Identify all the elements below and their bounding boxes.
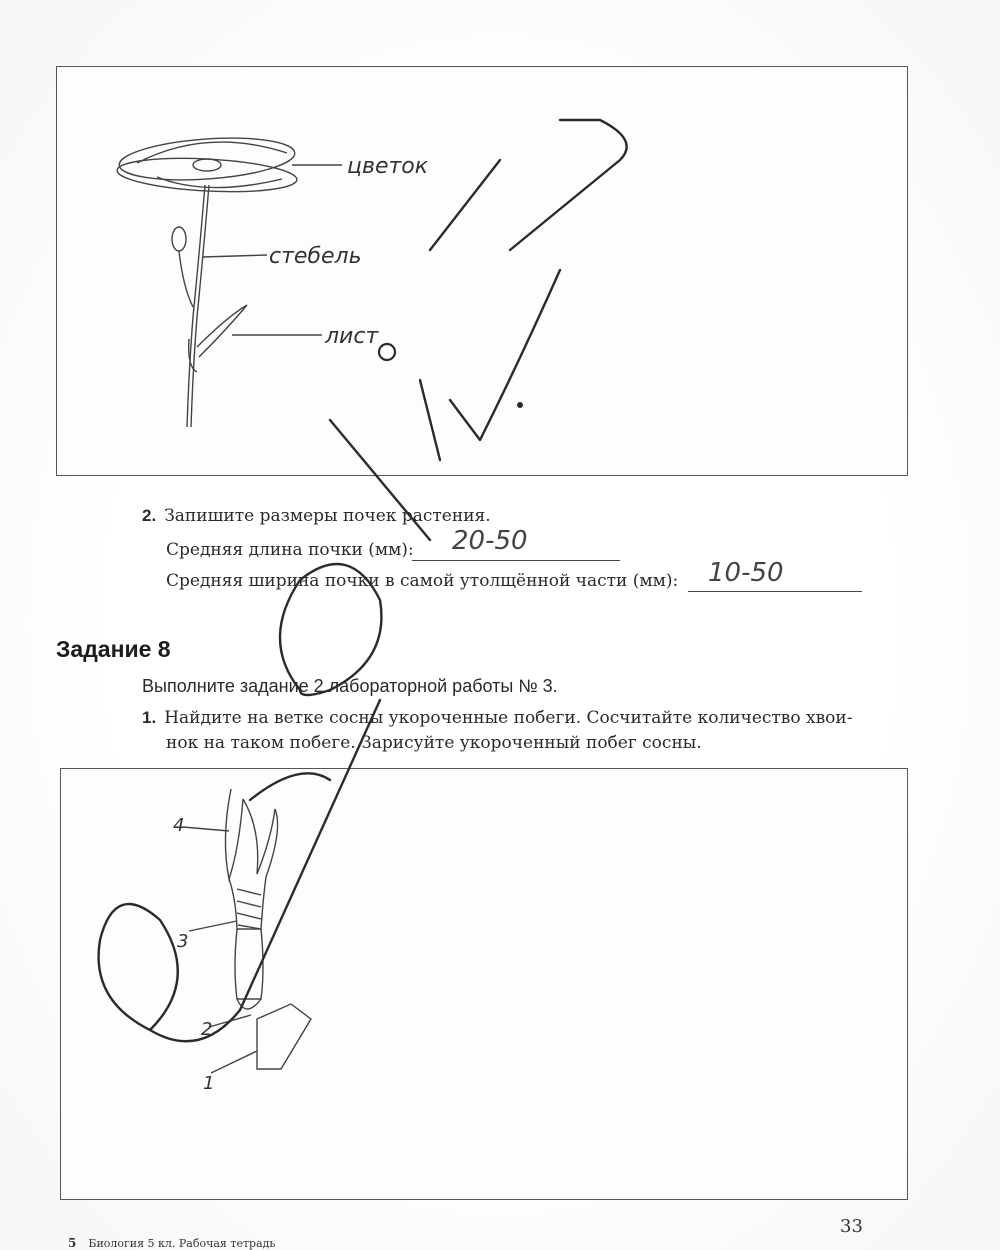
flower-drawing-frame xyxy=(56,66,908,476)
item1-line1: 1. Найдите на ветке сосны укороченные побеги. Сосчитайте количество хвои- xyxy=(142,708,853,728)
label-2: 2 xyxy=(201,1019,213,1040)
label-4: 4 xyxy=(173,815,185,836)
label-flower: цветок xyxy=(347,154,429,179)
item1-line2: нок на таком побеге. Зарисуйте укороченный побег сосны. xyxy=(166,733,702,753)
pine-shoot-drawing-frame xyxy=(60,768,908,1200)
bud-length-line xyxy=(412,560,620,561)
item1-number: 1. xyxy=(142,708,157,727)
page-number: 33 xyxy=(840,1216,863,1237)
bud-length-value: 20-50 xyxy=(452,526,528,556)
label-1: 1 xyxy=(203,1073,215,1094)
bud-width-label: Средняя ширина почки в самой утолщённой части (мм): xyxy=(166,571,679,591)
label-3: 3 xyxy=(177,931,189,952)
footer-book-title: Биология 5 кл. Рабочая тетрадь xyxy=(88,1237,276,1250)
label-leaf: лист xyxy=(325,324,379,349)
footer-left-number: 5 xyxy=(68,1236,77,1250)
section-heading: Задание 8 xyxy=(56,636,171,662)
task2-number: 2. xyxy=(142,506,157,525)
flower-sketch xyxy=(57,67,907,475)
pine-shoot-sketch xyxy=(61,769,907,1199)
section-intro: Выполните задание 2 лабораторной работы № 3. xyxy=(142,676,558,696)
bud-width-line xyxy=(688,591,862,592)
task2-instruction: 2. Запишите размеры почек растения. xyxy=(142,506,491,526)
bud-length-label: Средняя длина почки (мм): xyxy=(166,540,414,560)
footer-book-info xyxy=(68,1236,275,1250)
label-stem: стебель xyxy=(269,244,362,269)
bud-width-value: 10-50 xyxy=(708,558,784,588)
